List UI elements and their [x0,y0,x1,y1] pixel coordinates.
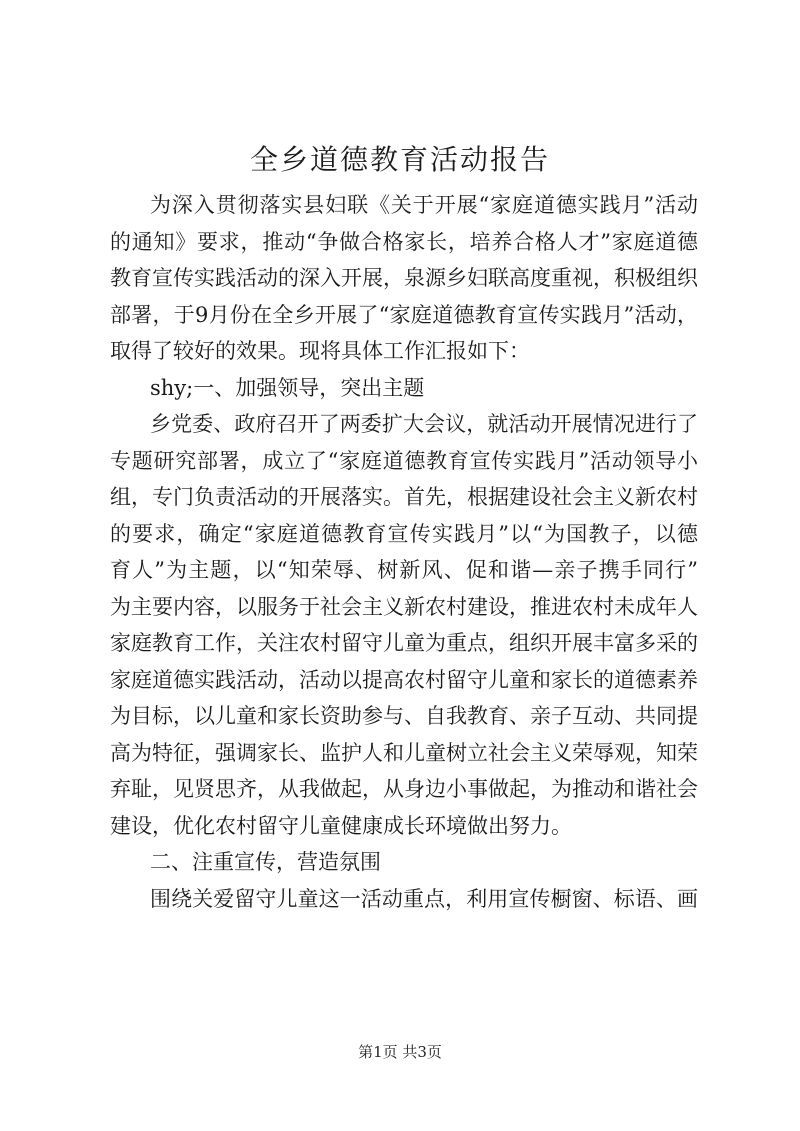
paragraph-line: 建设，优化农村留守儿童健康成长环境做出努力。 [110,813,572,838]
paragraph-line: 围绕关爱留守儿童这一活动重点，利用宣传橱窗、标语、画 [150,886,698,911]
paragraph-line: 乡党委、政府召开了两委扩大会议，就活动开展情况进行了 [150,412,698,436]
paragraph-line: 部署，于9月份在全乡开展了“家庭道德教育宣传实践月”活动， [110,302,698,327]
paragraph-line: 组，专门负责活动的开展落实。首先，根据建设社会主义新农村 [110,485,698,509]
page-footer: 第1页 共3页 [358,1043,442,1061]
document-title: 全乡道德教育活动报告 [249,143,550,176]
paragraph-line: 为主要内容，以服务于社会主义新农村建设，推进农村未成年人 [110,594,698,619]
paragraph-line: 弃耻，见贤思齐，从我做起，从身边小事做起，为推动和谐社会 [110,777,698,801]
paragraph-line: 家庭道德实践活动，活动以提高农村留守儿童和家长的道德素养 [110,667,698,692]
paragraph-line: 的要求，确定“家庭道德教育宣传实践月”以“为国教子，以德 [110,521,698,546]
section-heading: 二、注重宣传，营造氛围 [150,850,381,874]
paragraph-line: 教育宣传实践活动的深入开展，泉源乡妇联高度重视，积极组织 [110,266,698,290]
paragraph-line: 家庭教育工作，关注农村留守儿童为重点，组织开展丰富多采的 [110,631,698,655]
paragraph-line: 为深入贯彻落实县妇联《关于开展“家庭道德实践月”活动 [150,193,698,217]
paragraph-line: 育人”为主题，以“知荣辱、树新风、促和谐—亲子携手同行” [110,558,698,582]
section-heading: shy;一、加强领导，突出主题 [150,375,425,400]
paragraph-line: 高为特征，强调家长、监护人和儿童树立社会主义荣辱观，知荣 [110,740,698,765]
paragraph-line: 的通知》要求，推动“争做合格家长，培养合格人才”家庭道德 [110,229,698,254]
paragraph-line: 为目标，以儿童和家长资助参与、自我教育、亲子互动、共同提 [110,704,698,728]
paragraph-line: 取得了较好的效果。现将具体工作汇报如下： [110,339,530,363]
document-body [110,187,698,917]
paragraph-line: 专题研究部署，成立了“家庭道德教育宣传实践月”活动领导小 [110,448,698,473]
